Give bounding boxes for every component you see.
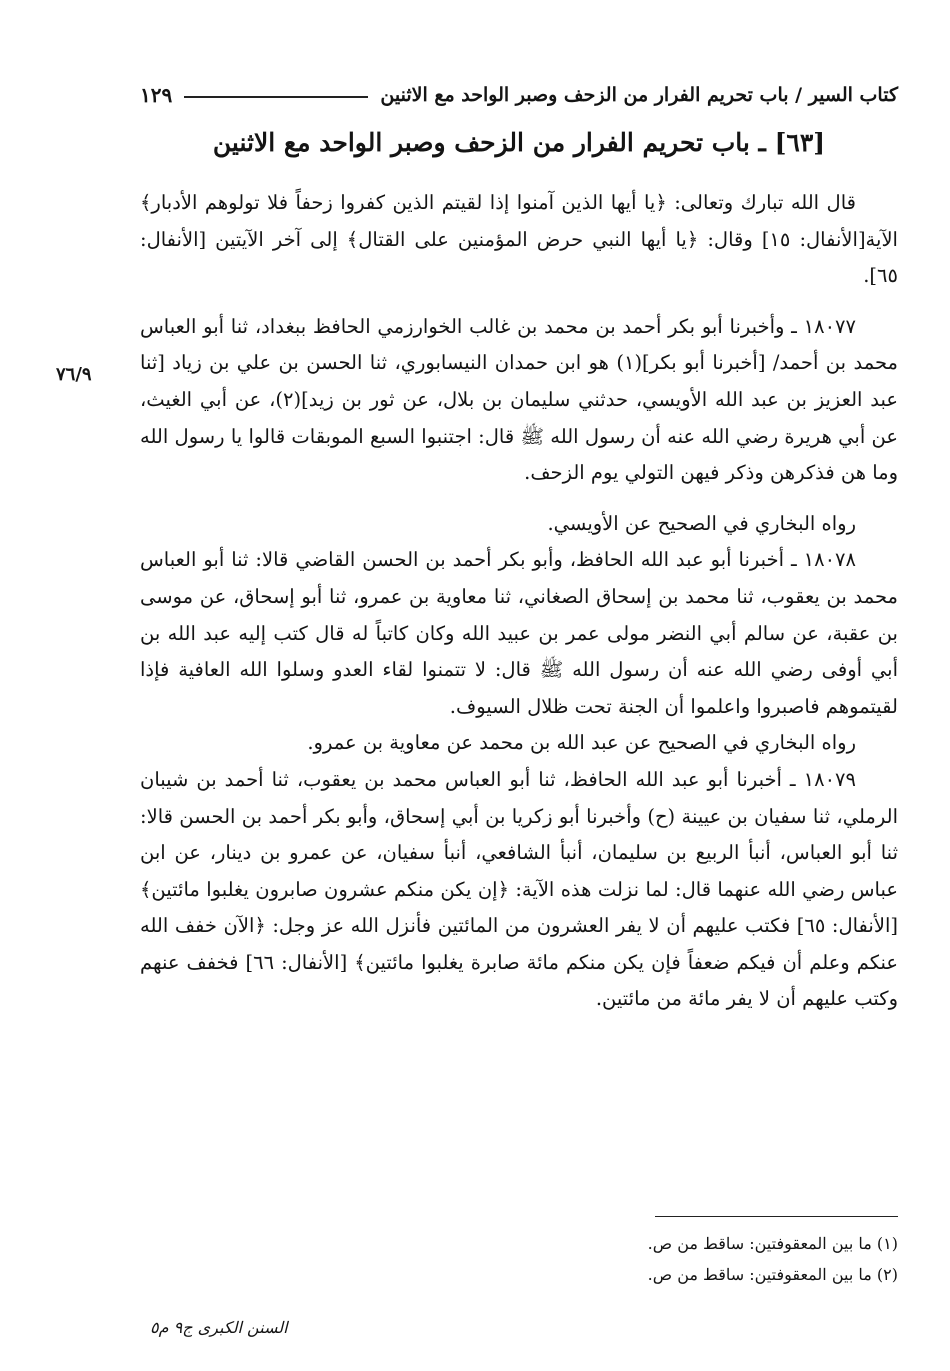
hadith-18079: ١٨٠٧٩ ـ أخبرنا أبو عبد الله الحافظ، ثنا أبو العباس محمد بن يعقوب، ثنا أحمد بن شيبان الرملي، ثنا سفيان بن عيينة (ح) وأخبرنا أبو زكريا بن أبي إسحاق، وأبو بكر أحمد بن الحسن قالا: ثنا أبو العباس، أنبأ الربيع بن سليمان، أنبأ الشافعي، أنبأ سفيان، عن عمرو بن دينار، عن ابن عباس رضي الله عنهما قال: لما نزلت هذه الآية: ﴿إن يكن منكم عشرون صابرون يغلبوا مائتين﴾ [الأنفال: ٦٥] فكتب عليهم أن لا يفر العشرون من المائتين فأنزل الله عز وجل: ﴿الآن خفف الله عنكم وعلم أن فيكم ضعفاً فإن يكن منكم مائة صابرة يغلبوا مائتين﴾ [الأنفال: ٦٦] فخفف عنهم وكتب عليهم أن لا يفر مائة من مائتين.: [140, 767, 898, 1011]
footnote-divider: [655, 1216, 898, 1217]
footnotes: [140, 1228, 898, 1290]
volume-signature: السنن الكبرى ج٩ م٥: [150, 1318, 288, 1337]
intro-paragraph: قال الله تبارك وتعالى: ﴿يا أيها الذين آمنوا إذا لقيتم الذين كفروا زحفاً فلا تولوهم الأدبار﴾ الآية[الأنفال: ١٥] وقال: ﴿يا أيها النبي حرض المؤمنين على القتال﴾ إلى آخر الآيتين [الأنفال: ٦٥].: [140, 191, 898, 288]
footnote-1: (١) ما بين المعقوفتين: ساقط من ص.: [647, 1234, 898, 1253]
hadith-18077: ١٨٠٧٧ ـ وأخبرنا أبو بكر أحمد بن محمد بن غالب الخوارزمي الحافظ ببغداد، ثنا أبو العباس محمد بن أحمد/ [أخبرنا أبو بكر](١) هو ابن حمدان النيسابوري، ثنا الحسن بن علي بن زياد [ثنا عبد العزيز بن عبد الله الأويسي، حدثني سليمان بن بلال، عن ثور بن زيد](٢)، عن أبي الغيث، عن أبي هريرة رضي الله عنه أن رسول الله ﷺ قال: اجتنبوا السبع الموبقات قالوا يا رسول الله وما هن فذكرهن وذكر فيهن التولي يوم الزحف.: [140, 314, 899, 485]
page-number: ١٢٩: [140, 83, 173, 107]
footnote-2: (٢) ما بين المعقوفتين: ساقط من ص.: [647, 1265, 898, 1284]
chapter-title: [٦٣] ـ باب تحريم الفرار من الزحف وصبر الواحد مع الاثنين: [212, 128, 826, 157]
body-text: [140, 185, 898, 1018]
running-header: [140, 78, 898, 112]
hadith-18078: ١٨٠٧٨ ـ أخبرنا أبو عبد الله الحافظ، وأبو بكر أحمد بن الحسن القاضي قالا: ثنا أبو العباس محمد بن يعقوب، ثنا محمد بن إسحاق الصغاني، ثنا معاوية بن عمرو، ثنا أبو إسحاق، عن موسى بن عقبة، عن سالم أبي النضر مولى عمر بن عبيد الله وكان كاتباً له قال كتب إليه عبد الله بن أبي أوفى رضي الله عنه أن رسول الله ﷺ قال: لا تتمنوا لقاء العدو وسلوا الله العافية فإذا لقيتموهم فاصبروا واعلموا أن الجنة تحت ظلال السيوف.: [140, 548, 898, 718]
running-title: كتاب السير / باب تحريم الفرار من الزحف وصبر الواحد مع الاثنين: [380, 84, 898, 106]
narration-note: رواه البخاري في الصحيح عن الأويسي.: [547, 511, 856, 535]
header-rule: [184, 96, 368, 98]
margin-reference: ٧٦/٩: [56, 364, 92, 385]
narration-note: رواه البخاري في الصحيح عن عبد الله بن محمد عن معاوية بن عمرو.: [307, 731, 856, 755]
